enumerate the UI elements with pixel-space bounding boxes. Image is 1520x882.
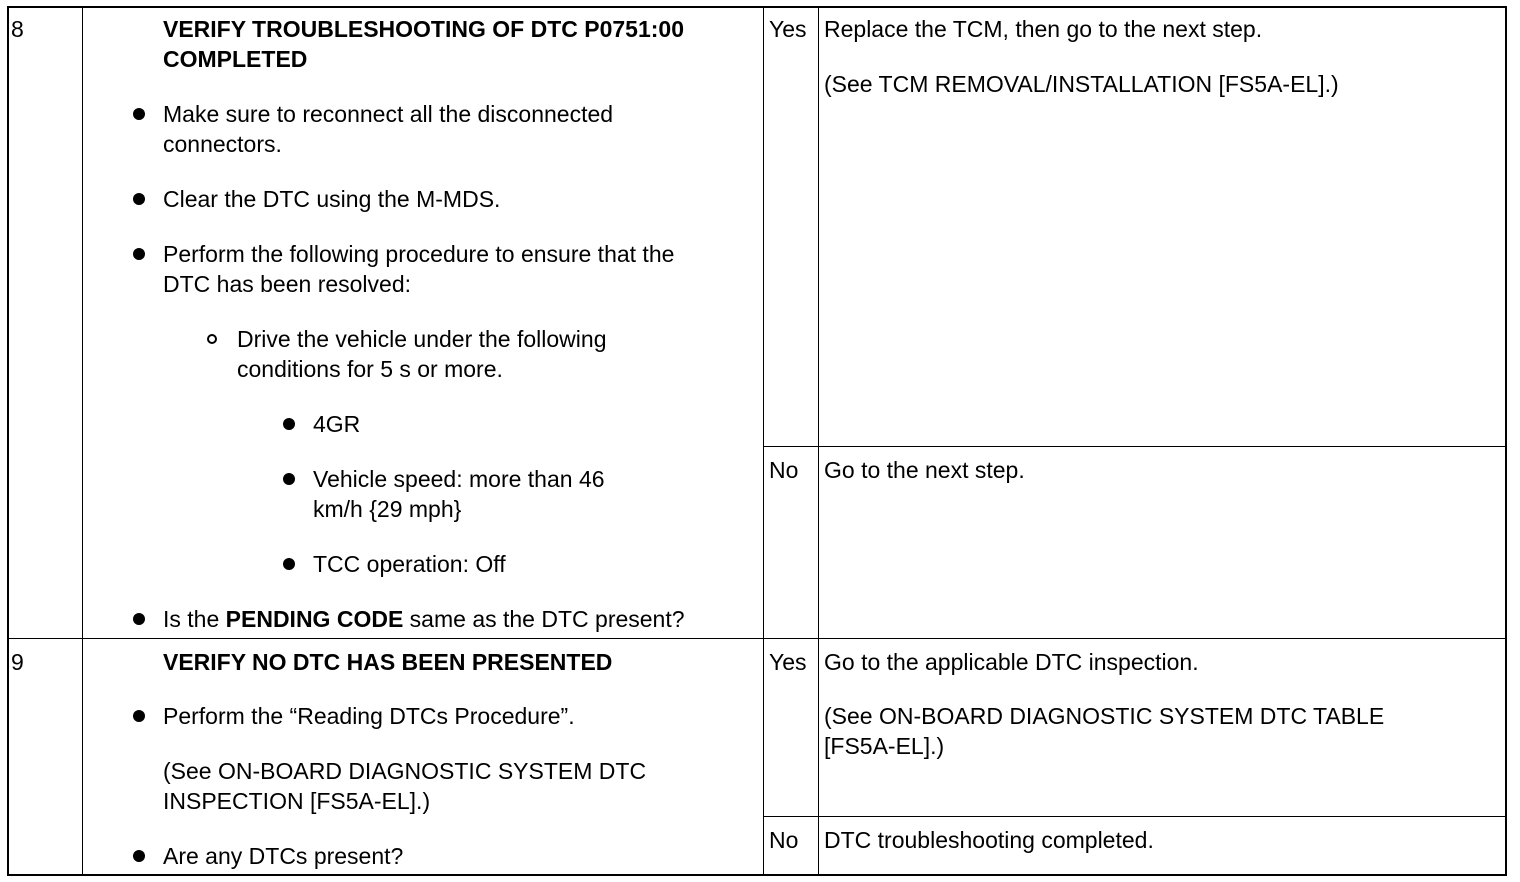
- step-title-continued: COMPLETED: [163, 46, 308, 72]
- instruction-text-continued: connectors.: [163, 131, 282, 157]
- result-no-action: Go to the next step.: [824, 457, 1025, 483]
- result-yes-reference: (See ON-BOARD DIAGNOSTIC SYSTEM DTC TABLE: [824, 703, 1385, 729]
- question-suffix: same as the DTC present?: [403, 606, 685, 632]
- reference-text: (See ON-BOARD DIAGNOSTIC SYSTEM DTC: [163, 758, 647, 784]
- column-divider-action: [818, 6, 819, 876]
- bullet-icon: [283, 418, 295, 430]
- result-yes-label: Yes: [769, 649, 807, 675]
- result-yes-action: Replace the TCM, then go to the next step.: [824, 16, 1263, 42]
- result-yes-label: Yes: [769, 16, 807, 42]
- sub-instruction-text-continued: conditions for 5 s or more.: [237, 356, 503, 382]
- condition-text: Vehicle speed: more than 46: [313, 466, 605, 492]
- result-yes-action: Go to the applicable DTC inspection.: [824, 649, 1199, 675]
- result-no-label: No: [769, 457, 799, 483]
- result-yes-reference: (See TCM REMOVAL/INSTALLATION [FS5A-EL].): [824, 71, 1339, 97]
- row-divider-step9-yes-no: [763, 816, 1506, 817]
- row-divider-step8-yes-no: [763, 446, 1506, 447]
- column-divider-number: [82, 6, 83, 876]
- instruction-text: Perform the following procedure to ensure that the: [163, 241, 675, 267]
- bullet-icon: [133, 850, 145, 862]
- question-prefix: Is the: [163, 606, 226, 632]
- step-number: 9: [11, 649, 24, 675]
- condition-text-continued: km/h {29 mph}: [313, 496, 462, 522]
- sub-instruction-text: Drive the vehicle under the following: [237, 326, 607, 352]
- instruction-text-continued: DTC has been resolved:: [163, 271, 412, 297]
- bullet-icon: [133, 193, 145, 205]
- instruction-text: Clear the DTC using the M-MDS.: [163, 186, 501, 212]
- row-divider-step8-step9: [7, 638, 1506, 639]
- result-no-label: No: [769, 827, 799, 853]
- step-number: 8: [11, 16, 24, 42]
- condition-text: 4GR: [313, 411, 361, 437]
- bullet-icon: [133, 108, 145, 120]
- step-title: VERIFY TROUBLESHOOTING OF DTC P0751:00: [163, 16, 685, 42]
- instruction-text: Make sure to reconnect all the disconnected: [163, 101, 614, 127]
- reference-text-continued: INSPECTION [FS5A-EL].): [163, 788, 431, 814]
- question-text: [163, 604, 685, 634]
- bullet-icon: [133, 248, 145, 260]
- result-no-action: DTC troubleshooting completed.: [824, 827, 1154, 853]
- result-yes-reference-continued: [FS5A-EL].): [824, 733, 945, 759]
- sub-bullet-icon: [207, 334, 217, 344]
- question-emphasis: PENDING CODE: [225, 606, 404, 632]
- bullet-icon: [133, 710, 145, 722]
- step-title: VERIFY NO DTC HAS BEEN PRESENTED: [163, 649, 613, 675]
- bullet-icon: [133, 613, 145, 625]
- question-text: Are any DTCs present?: [163, 843, 404, 869]
- instruction-text: Perform the “Reading DTCs Procedure”.: [163, 703, 575, 729]
- bullet-icon: [283, 558, 295, 570]
- condition-text: TCC operation: Off: [313, 551, 506, 577]
- bullet-icon: [283, 473, 295, 485]
- column-divider-result: [763, 6, 764, 876]
